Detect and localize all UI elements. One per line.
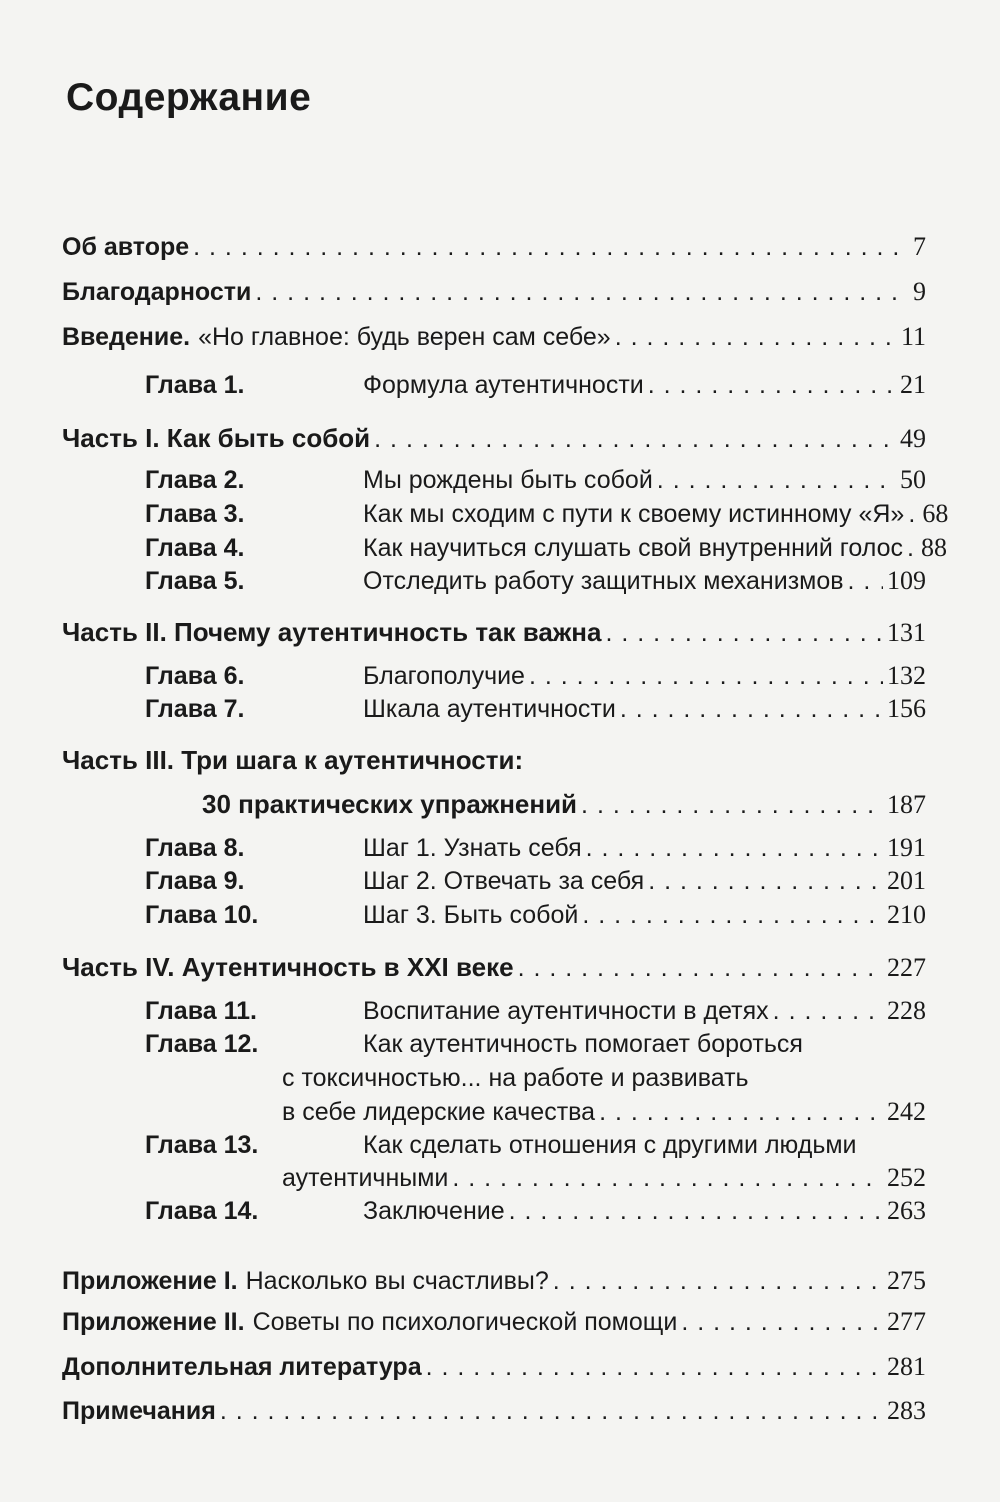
toc-entry-appendix-1[interactable]	[62, 1266, 926, 1296]
dot-leader	[773, 996, 883, 1026]
toc-entry-chapter-10[interactable]	[62, 900, 926, 930]
entry-page: 132	[887, 661, 926, 690]
entry-label: Часть II. Почему аутентичность так важна	[62, 617, 602, 647]
toc-entry-chapter-5[interactable]	[62, 566, 926, 596]
entry-page: 68	[922, 499, 949, 528]
entry-page: 275	[887, 1266, 926, 1295]
entry-page: 156	[887, 694, 926, 723]
toc-entry-part-2[interactable]	[62, 617, 926, 648]
entry-page: 210	[887, 900, 926, 929]
toc-entry-chapter-13-line1[interactable]	[62, 1130, 926, 1160]
entry-label-continued: 30 практических упражнений	[202, 789, 578, 819]
toc-entry-chapter-11[interactable]	[62, 996, 926, 1026]
entry-label: Глава 11.	[145, 997, 257, 1025]
dot-leader	[582, 900, 883, 930]
entry-label: Глава 4.	[145, 534, 245, 562]
entry-title: Отследить работу защитных механизмов	[363, 567, 844, 595]
entry-label: Введение.	[62, 323, 191, 351]
entry-title: Шаг 3. Быть собой	[363, 901, 579, 929]
dot-leader	[452, 1163, 883, 1193]
dot-leader	[657, 465, 896, 495]
entry-page: 7	[913, 232, 926, 261]
entry-label: Глава 7.	[145, 695, 245, 723]
toc-entry-introduction[interactable]	[62, 322, 926, 352]
entry-label: Дополнительная литература	[62, 1353, 422, 1381]
entry-page: 50	[900, 465, 926, 494]
entry-title: Благополучие	[363, 662, 525, 690]
toc-entry-chapter-14[interactable]	[62, 1196, 926, 1226]
toc-entry-acknowledgements[interactable]	[62, 277, 926, 307]
dot-leader	[581, 790, 883, 820]
entry-title: Формула аутентичности	[363, 371, 644, 399]
toc-entry-chapter-6[interactable]	[62, 661, 926, 691]
entry-page: 242	[887, 1097, 926, 1126]
entry-label: Глава 6.	[145, 662, 245, 690]
entry-title: Как научиться слушать свой внутренний голос	[363, 534, 903, 562]
entry-title: Советы по психологической помощи	[252, 1308, 678, 1336]
entry-page: 9	[913, 277, 926, 306]
entry-label: Часть I. Как быть собой	[62, 423, 371, 453]
dot-leader	[648, 866, 883, 896]
dot-leader	[529, 661, 883, 691]
dot-leader	[620, 694, 883, 724]
entry-page: 277	[887, 1307, 926, 1336]
entry-title: «Но главное: будь верен сам себе»	[198, 323, 611, 351]
entry-title: Мы рождены быть собой	[363, 466, 653, 494]
toc-entry-chapter-13[interactable]	[62, 1163, 926, 1193]
toc-entry-appendix-2[interactable]	[62, 1307, 926, 1337]
dot-leader	[615, 322, 897, 352]
toc-entry-further-reading[interactable]	[62, 1352, 926, 1382]
toc-entry-part-3[interactable]	[62, 789, 926, 820]
entry-label: Глава 13.	[145, 1131, 259, 1159]
entry-page: 21	[900, 370, 926, 399]
entry-label: Глава 8.	[145, 834, 245, 862]
toc-entry-chapter-9[interactable]	[62, 866, 926, 896]
dot-leader	[509, 1196, 883, 1226]
entry-page: 227	[887, 953, 926, 982]
dot-leader	[255, 277, 909, 307]
entry-label: Глава 12.	[145, 1030, 259, 1058]
dot-leader	[220, 1396, 883, 1426]
entry-label: Приложение I.	[62, 1267, 238, 1295]
entry-title: Как сделать отношения с другими людьми	[363, 1131, 857, 1159]
toc-entry-chapter-2[interactable]	[62, 465, 926, 495]
entry-title: Шаг 1. Узнать себя	[363, 834, 582, 862]
toc-entry-chapter-12-line1[interactable]	[62, 1029, 926, 1059]
entry-page: 283	[887, 1396, 926, 1425]
entry-label: Глава 2.	[145, 466, 245, 494]
dot-leader	[648, 370, 896, 400]
entry-page: 187	[887, 790, 926, 819]
entry-title: Заключение	[363, 1197, 505, 1225]
toc-entry-part-3-line1[interactable]	[62, 745, 926, 775]
dot-leader	[599, 1097, 883, 1127]
entry-page: 252	[887, 1163, 926, 1192]
entry-label: Глава 1.	[145, 371, 245, 399]
dot-leader	[426, 1352, 883, 1382]
entry-title-continued: в себе лидерские качества	[282, 1098, 596, 1126]
toc-entry-chapter-12[interactable]	[62, 1097, 926, 1127]
entry-title: Шаг 2. Отвечать за себя	[363, 867, 645, 895]
entry-title-continued: аутентичными	[282, 1164, 449, 1192]
entry-label: Часть IV. Аутентичность в XXI веке	[62, 952, 514, 982]
entry-label: Благодарности	[62, 278, 252, 306]
entry-page: 228	[887, 996, 926, 1025]
toc-entry-chapter-4[interactable]	[62, 533, 947, 563]
toc-entry-chapter-8[interactable]	[62, 833, 926, 863]
dot-leader	[681, 1307, 883, 1337]
toc-entry-notes[interactable]	[62, 1396, 926, 1426]
entry-page: 131	[887, 618, 926, 647]
entry-label: Глава 10.	[145, 901, 259, 929]
page-title: Содержание	[66, 76, 312, 119]
dot-leader	[848, 566, 883, 596]
entry-label: Примечания	[62, 1397, 216, 1425]
toc-entry-part-4[interactable]	[62, 952, 926, 983]
toc-entry-chapter-3[interactable]	[62, 499, 949, 529]
entry-label: Глава 5.	[145, 567, 245, 595]
entry-label: Об авторе	[62, 233, 190, 261]
entry-page: 201	[887, 866, 926, 895]
toc-entry-about-author[interactable]	[62, 232, 926, 262]
entry-label: Глава 3.	[145, 500, 245, 528]
dot-leader	[907, 533, 917, 563]
entry-title: Шкала аутентичности	[363, 695, 616, 723]
dot-leader	[553, 1266, 883, 1296]
dot-leader	[605, 618, 883, 648]
entry-label: Глава 9.	[145, 867, 245, 895]
entry-page: 263	[887, 1196, 926, 1225]
entry-title: Воспитание аутентичности в детях	[363, 997, 769, 1025]
dot-leader	[518, 953, 883, 983]
entry-page: 281	[887, 1352, 926, 1381]
dot-leader	[586, 833, 883, 863]
toc-entry-part-1[interactable]	[62, 423, 926, 454]
dot-leader	[374, 424, 896, 454]
entry-title: Насколько вы счастливы?	[245, 1267, 549, 1295]
toc-entry-chapter-1[interactable]	[62, 370, 926, 400]
entry-label: Приложение II.	[62, 1308, 245, 1336]
entry-page: 191	[887, 833, 926, 862]
entry-label: Глава 14.	[145, 1197, 259, 1225]
entry-title: Как мы сходим с пути к своему истинному «Я»	[363, 500, 905, 528]
entry-page: 88	[921, 533, 947, 562]
entry-page: 11	[900, 322, 926, 351]
dot-leader	[908, 499, 918, 529]
entry-title: Как аутентичность помогает бороться	[363, 1030, 803, 1058]
toc-entry-chapter-7[interactable]	[62, 694, 926, 724]
entry-page: 49	[900, 424, 926, 453]
entry-page: 109	[887, 566, 926, 595]
entry-title-continued: с токсичностью... на работе и развивать	[282, 1064, 749, 1092]
dot-leader	[193, 232, 909, 262]
entry-label: Часть III. Три шага к аутентичности:	[62, 745, 524, 775]
